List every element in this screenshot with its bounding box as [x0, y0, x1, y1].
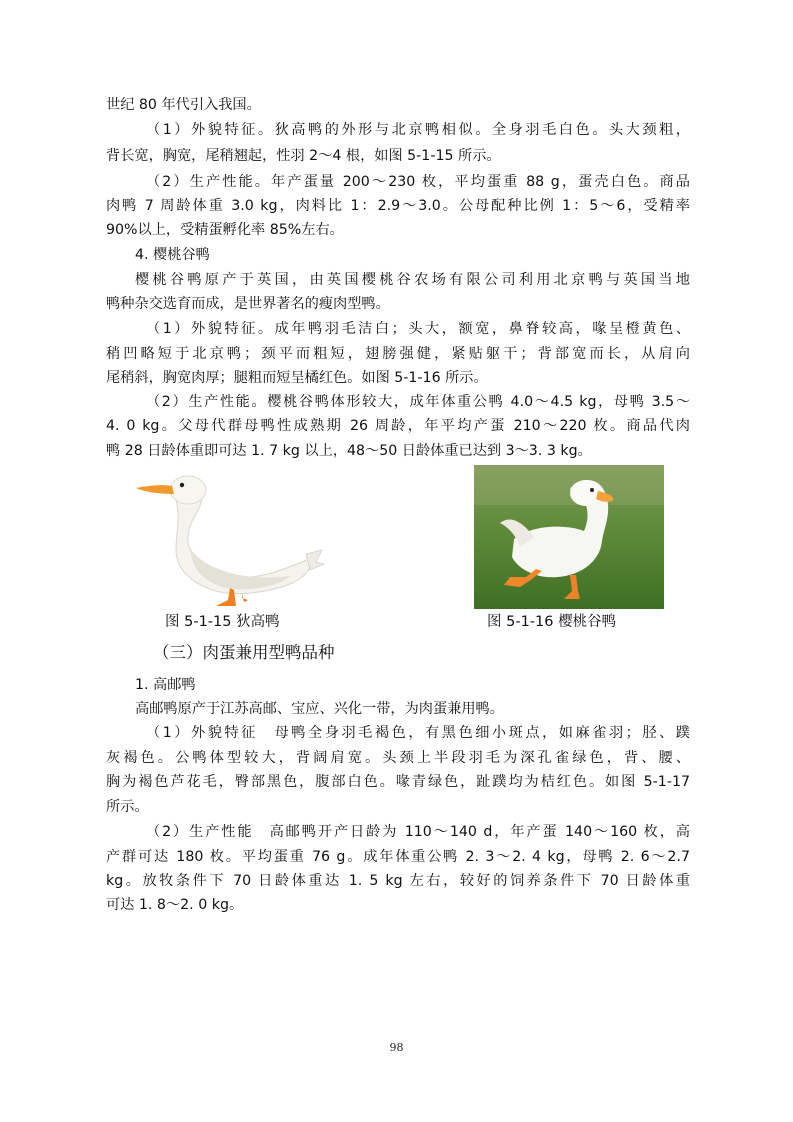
text-line: 可达 1. 8～2. 0 kg。	[106, 897, 244, 913]
text-line: 产群可达 180 枚。平均蛋重 76 g。成年体重公鸭 2. 3～2. 4 kg，母鸭 2. 6～2.7	[106, 849, 690, 865]
text-line: （2）生产性能 高邮鸭开产日龄为 110～140 d，年产蛋 140～160 枚，高	[146, 824, 690, 840]
text-line: 4. 0 kg。父母代群母鸭性成熟期 26 周龄，年平均产蛋 210～220 枚。商品代肉	[106, 418, 690, 434]
duck-photo-left	[130, 466, 326, 610]
subsection-title: 1. 高邮鸭	[135, 677, 196, 693]
text-line: 90%以上，受精蛋孵化率 85%左右。	[106, 222, 344, 238]
duck-photo-right	[474, 465, 664, 609]
text-line: 尾稍斜，胸宽肉厚；腿粗而短呈橘红色。如图 5-1-16 所示。	[106, 370, 488, 386]
text-line: 背长宽，胸宽，尾稍翘起，性羽 2～4 根，如图 5-1-15 所示。	[106, 148, 501, 164]
figure-caption-right: 图 5-1-16 樱桃谷鸭	[487, 614, 617, 630]
text-line: 鸭 28 日龄体重即可达 1. 7 kg 以上，48～50 日龄体重已达到 3～3. 3 kg。	[106, 443, 592, 459]
text-line: （1）外貌特征。成年鸭羽毛洁白；头大，额宽，鼻脊较高，喙呈橙黄色、	[146, 321, 690, 337]
figure-caption-left: 图 5-1-15 狄高鸭	[165, 614, 280, 630]
text-line: 高邮鸭原产于江苏高邮、宝应、兴化一带，为肉蛋兼用鸭。	[135, 701, 504, 717]
section-heading: （三）肉蛋兼用型鸭品种	[153, 643, 335, 662]
text-line: （2）生产性能。樱桃谷鸭体形较大，成年体重公鸭 4.0～4.5 kg，母鸭 3.5～	[146, 394, 690, 410]
text-line: 所示。	[106, 799, 149, 815]
text-line: 灰褐色。公鸭体型较大，背阔肩宽。头颈上半段羽毛为深孔雀绿色，背、腰、	[106, 750, 690, 766]
text-line: （2）生产性能。年产蛋量 200～230 枚，平均蛋重 88 g，蛋壳白色。商品	[146, 174, 690, 190]
text-line: 鸭种杂交选育而成，是世界著名的瘦肉型鸭。	[106, 296, 390, 312]
text-line: kg。放牧条件下 70 日龄体重达 1. 5 kg 左右，较好的饲养条件下 70 日龄体重	[106, 873, 690, 889]
text-line: 世纪 80 年代引入我国。	[106, 97, 261, 113]
text-line: 肉鸭 7 周龄体重 3.0 kg，肉料比 1：2.9～3.0。公母配种比例 1：5～6，受精率	[106, 198, 690, 214]
text-line: 稍凹略短于北京鸭；颈平而粗短，翅膀强健，紧贴躯干；背部宽而长，从肩向	[106, 346, 690, 362]
text-line: （1）外貌特征 母鸭全身羽毛褐色，有黑色细小斑点，如麻雀羽；胫、蹼	[146, 725, 690, 741]
page-number: 98	[389, 1041, 404, 1054]
subsection-title: 4. 樱桃谷鸭	[135, 247, 210, 263]
text-line: （1）外貌特征。狄高鸭的外形与北京鸭相似。全身羽毛白色。头大颈粗，	[146, 122, 690, 138]
text-line: 樱桃谷鸭原产于英国，由英国樱桃谷农场有限公司利用北京鸭与英国当地	[135, 272, 690, 288]
text-line: 胸为褐色芦花毛，臀部黑色，腹部白色。喙青绿色，趾蹼均为桔红色。如图 5-1-17	[106, 774, 690, 790]
